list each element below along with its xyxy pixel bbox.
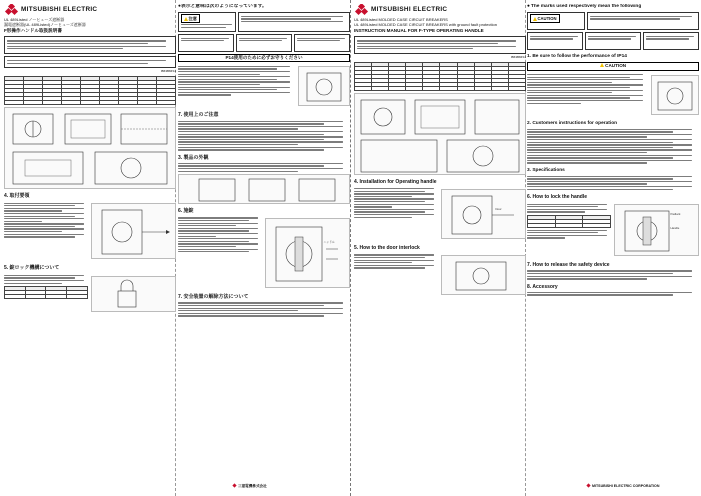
- diamond-icon: [586, 484, 590, 488]
- accessory-heading: 8. Accessory: [527, 283, 558, 290]
- jp-cover-panel: [4, 4, 176, 492]
- title-line: F形操作ハンドル取扱説明書: [4, 27, 62, 33]
- ip14-heading: 1. Be sure to follow the performance of IP14: [527, 53, 627, 59]
- gasket-figure: [651, 75, 699, 115]
- outline-drawings: [4, 107, 176, 189]
- three-diamonds-icon: [4, 4, 18, 16]
- handle-label: ハンドル: [323, 240, 335, 245]
- marks-heading: ●表示と意味は次のようになっています。: [178, 4, 267, 9]
- intro-box: [4, 36, 176, 54]
- title-line: UL 489Listed MOLDED CASE CIRCUIT BREAKERS with ground fault protection: [354, 21, 497, 27]
- document-title: [4, 18, 176, 33]
- safety-release-heading: 7. 安全装置の解除方法について: [178, 294, 249, 301]
- spec-table: [354, 62, 526, 91]
- install-heading: 4. Installation for Operating handle: [354, 178, 437, 185]
- brand-logo: [354, 4, 526, 16]
- diamond-icon: [232, 484, 236, 488]
- three-diamonds-icon: [354, 4, 368, 16]
- safety-heading: 7. How to release the safety device: [527, 262, 610, 269]
- mount-heading: 4. 取付要領: [4, 193, 30, 199]
- title-line: UL 489Listed ノーヒューズ遮断器: [4, 17, 65, 22]
- caution-badge: CAUTION: [530, 14, 560, 22]
- doc-number: IB63B84S1: [510, 54, 526, 59]
- jp-inner-panel: [178, 4, 350, 492]
- lock-heading: 6. How to lock the handle: [527, 193, 588, 200]
- padlock-table: [527, 215, 611, 228]
- caution-mark-cell: [527, 12, 585, 30]
- gasket-figure: [298, 66, 350, 106]
- door-label: Door: [495, 206, 502, 211]
- padlock-figure: [91, 276, 177, 312]
- brand-name: MITSUBISHI ELECTRIC: [371, 5, 448, 13]
- handle-lock-figure: [265, 218, 351, 288]
- caution-mark-cell: [178, 12, 236, 32]
- intro-box: [354, 36, 526, 54]
- warning-triangle-icon: [600, 63, 604, 67]
- caution-bar: CAUTION: [527, 62, 699, 71]
- padlock-label: Padlock: [670, 212, 681, 217]
- warning-triangle-icon: [184, 17, 188, 21]
- handle-heading: 6. 施錠: [178, 207, 194, 214]
- title-line: 漏電遮断器(UL 489Listed)ノーヒューズ遮断器: [4, 21, 86, 27]
- lock-table: [4, 286, 88, 299]
- lock-mechanism-heading: 5. 錠ロック機構について: [4, 265, 60, 272]
- mount-figure: [91, 203, 177, 259]
- warning-triangle-icon: [533, 17, 537, 21]
- p14-heading: P14使用のために必ずお守りください: [178, 54, 350, 63]
- spec-heading: 3. Specifications: [527, 167, 565, 173]
- en-inner-panel: [527, 4, 699, 492]
- install-figure: [441, 189, 527, 239]
- center-fold-line: [350, 0, 351, 496]
- brand-name: MITSUBISHI ELECTRIC: [21, 5, 98, 13]
- brand-logo: [4, 4, 176, 16]
- jp-footer: 三菱電機株式会社: [233, 484, 267, 488]
- en-footer: MITSUBISHI ELECTRIC CORPORATION: [587, 484, 659, 488]
- en-cover-panel: [354, 4, 526, 492]
- lock-figure: [614, 204, 700, 256]
- release-heading: 5. How to the door interlock: [354, 244, 420, 251]
- outline-drawings: [354, 93, 526, 175]
- customer-heading: 2. Customers instructions for operation: [527, 120, 618, 126]
- title-line: UL 489Listed MOLDED CASE CIRCUIT BREAKERS: [354, 17, 448, 22]
- note-box: [4, 56, 176, 68]
- spec-table: [4, 76, 176, 105]
- document-title: [354, 18, 526, 33]
- caution-badge: 注意: [181, 14, 200, 22]
- title-line: INSTRUCTION MANUAL FOR F-TYPE OPERATING HANDLE: [354, 27, 484, 33]
- handle-label: Handle: [670, 226, 680, 231]
- release-figure: [441, 255, 527, 295]
- product-figure: [178, 174, 350, 204]
- marks-heading: ● The marks used respectively mean the following: [527, 4, 699, 10]
- products-heading: 3. 製品の外観: [178, 154, 209, 161]
- doc-number: IB63B84S1: [160, 69, 176, 74]
- precautions-heading: 7. 使用上のご注意: [178, 112, 219, 119]
